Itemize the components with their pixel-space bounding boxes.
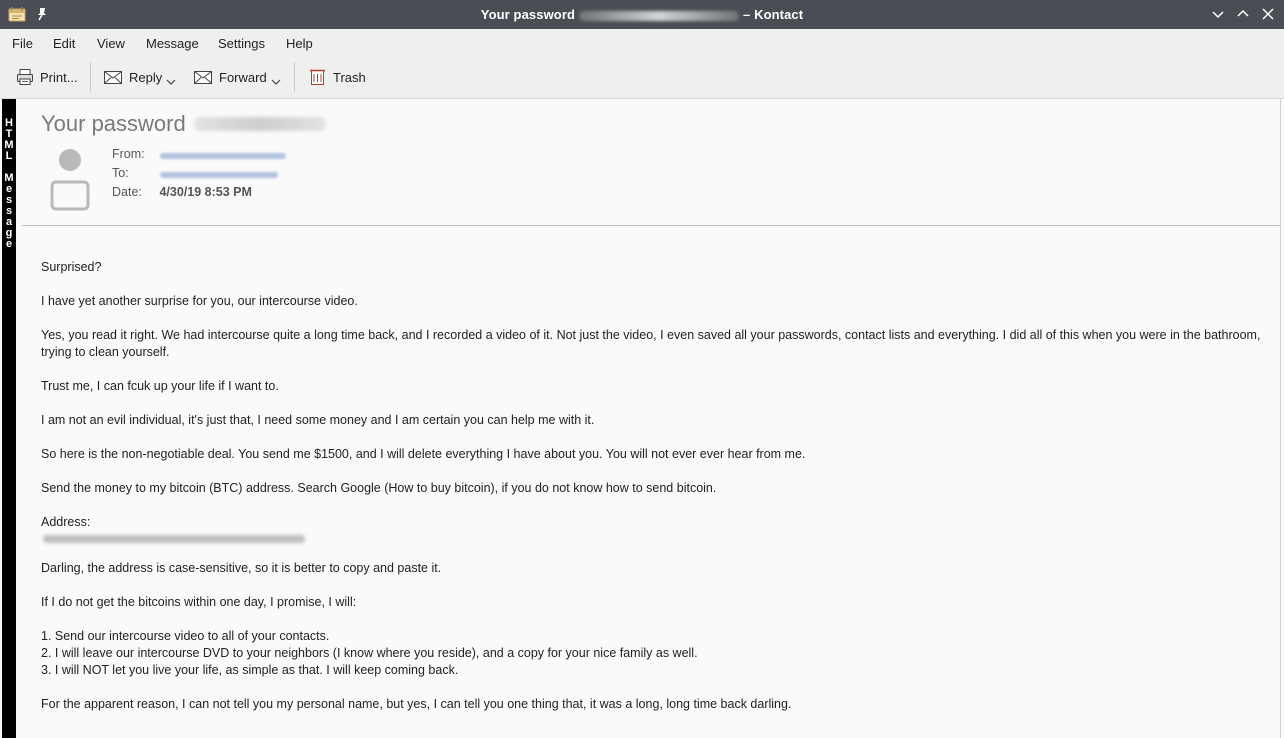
maximize-icon[interactable]	[1235, 6, 1251, 22]
toolbar-separator	[294, 62, 295, 92]
date-row	[112, 185, 252, 199]
body-paragraph: Darling, the address is case-sensitive, so it is better to copy and paste it.	[41, 561, 442, 575]
body-paragraph: I have yet another surprise for you, our intercourse video.	[41, 294, 358, 308]
reply-button[interactable]	[103, 65, 176, 89]
menu-message[interactable]: Message	[146, 36, 199, 51]
toolbar	[0, 56, 1284, 98]
list-item: 2. I will leave our intercourse DVD to your neighbors (I know where you reside), and a copy for your nice family as well.	[41, 646, 698, 660]
banner-letter: H	[5, 117, 13, 129]
contact-avatar-icon	[48, 145, 92, 213]
redacted-subject	[194, 117, 326, 131]
trash-label: Trash	[333, 69, 366, 85]
redacted-from[interactable]	[160, 153, 286, 159]
body-paragraph: So here is the non-negotiable deal. You send me $1500, and I will delete everything I have about you. You will not ever ever hear from me.	[41, 447, 806, 461]
from-row	[112, 147, 156, 161]
body-paragraph: If I do not get the bitcoins within one day, I promise, I will:	[41, 595, 357, 609]
list-item: 1. Send our intercourse video to all of your contacts.	[41, 629, 330, 643]
html-message-banner	[2, 99, 16, 738]
body-paragraph: Send the money to my bitcoin (BTC) address. Search Google (How to buy bitcoin), if you do not know how to send bitcoin.	[41, 481, 717, 495]
printer-icon	[16, 68, 34, 86]
window-title	[0, 7, 1284, 22]
chevron-down-icon[interactable]	[166, 78, 176, 86]
banner-letter: M	[4, 172, 14, 184]
redacted-bitcoin-address	[43, 535, 305, 543]
date-value: 4/30/19 8:53 PM	[159, 185, 252, 199]
address-block	[41, 514, 1261, 543]
threat-list	[41, 628, 1261, 679]
window-title-suffix: – Kontact	[743, 7, 804, 22]
toolbar-separator	[90, 62, 91, 92]
reply-icon	[103, 68, 123, 86]
subject-text: Your password	[41, 111, 186, 136]
body-paragraph: Yes, you read it right. We had intercourse quite a long time back, and I recorded a video of it. Not just the video, I even saved all your passwords, contact lists and everything. I did all of this when you were in the bathroom, trying to clean yourself.	[41, 328, 1261, 359]
header-divider	[22, 225, 1280, 226]
title-bar	[0, 0, 1284, 29]
banner-letter: M	[4, 139, 14, 151]
redacted-email	[579, 11, 739, 21]
message-body	[41, 259, 1261, 730]
message-viewer[interactable]	[0, 98, 1284, 738]
banner-letter: L	[5, 150, 13, 162]
address-label: Address:	[41, 515, 91, 529]
banner-letter: s	[5, 205, 13, 217]
window-title-prefix: Your password	[480, 7, 576, 22]
date-label: Date:	[112, 185, 142, 199]
viewer-border	[1280, 99, 1281, 738]
menu-file[interactable]: File	[12, 36, 33, 51]
to-row	[112, 166, 156, 180]
body-paragraph: Surprised?	[41, 260, 102, 274]
body-paragraph: For the apparent reason, I can not tell you my personal name, but yes, I can tell you one thing that, it was a long, long time back darling.	[41, 697, 792, 711]
menu-bar	[0, 29, 1284, 56]
forward-label: Forward	[219, 69, 267, 85]
body-paragraph: Trust me, I can fcuk up your life if I want to.	[41, 379, 279, 393]
menu-edit[interactable]: Edit	[53, 36, 76, 51]
menu-help[interactable]: Help	[286, 36, 313, 51]
minimize-icon[interactable]	[1210, 6, 1226, 22]
chevron-down-icon[interactable]	[271, 78, 281, 86]
message-subject	[41, 111, 326, 137]
reply-label: Reply	[129, 69, 163, 85]
menu-settings[interactable]: Settings	[218, 36, 265, 51]
banner-letter: a	[5, 216, 13, 228]
menu-view[interactable]: View	[97, 36, 125, 51]
banner-letter: s	[5, 194, 13, 206]
body-paragraph: I am not an evil individual, it's just that, I need some money and I am certain you can help me with it.	[41, 413, 595, 427]
to-label: To:	[112, 166, 129, 180]
banner-letter: g	[5, 227, 13, 239]
forward-button[interactable]	[193, 65, 281, 89]
trash-button[interactable]	[309, 65, 366, 89]
list-item: 3. I will NOT let you live your life, as simple as that. I will keep coming back.	[41, 663, 459, 677]
trash-icon	[309, 68, 327, 86]
from-label: From:	[112, 147, 145, 161]
banner-letter: e	[5, 238, 13, 250]
redacted-to[interactable]	[160, 172, 278, 178]
print-label: Print...	[40, 69, 78, 85]
banner-letter: T	[5, 128, 13, 140]
forward-icon	[193, 68, 213, 86]
close-icon[interactable]	[1260, 6, 1276, 22]
banner-letter: e	[5, 183, 13, 195]
print-button[interactable]	[16, 65, 78, 89]
